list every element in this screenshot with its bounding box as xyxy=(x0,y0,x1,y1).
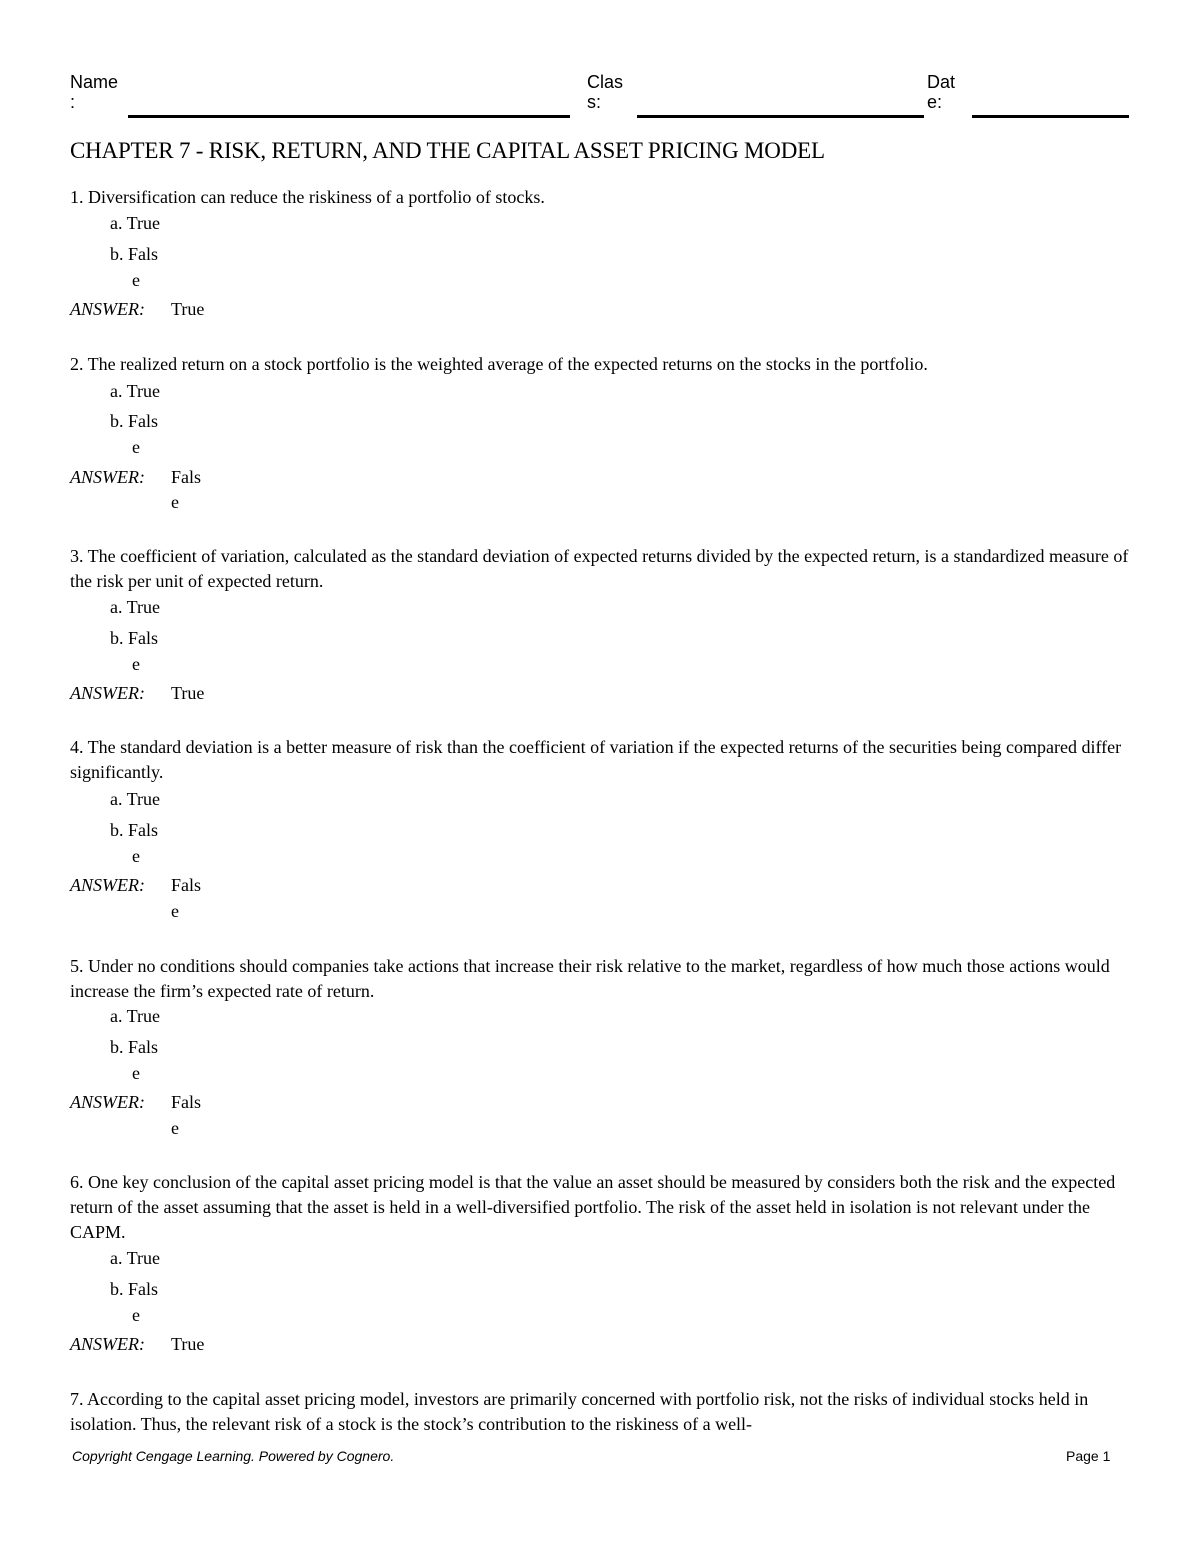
date-label xyxy=(927,72,955,112)
question-6-text: 6. One key conclusion of the capital asset pricing model is that the value an asset should be measured by considers both the risk and the expected return of the asset assuming that the asset is held in a well-diversified portfolio. The risk of the asset held in isolation is not relevant under the CAPM. xyxy=(70,1172,1116,1242)
question-6-option-b-wrap: e xyxy=(132,1305,140,1325)
question-2-answer-label: ANSWER: xyxy=(70,467,145,487)
question-2-option-b-wrap: e xyxy=(132,437,140,457)
question-6-option-b: b. Fals xyxy=(110,1279,159,1299)
question-5-option-a: a. True xyxy=(110,1006,161,1026)
date-label-bottom: e: xyxy=(927,92,943,112)
question-4-option-b: b. Fals xyxy=(110,820,159,840)
question-5-answer: Fals xyxy=(171,1092,202,1112)
question-3-answer-label: ANSWER: xyxy=(70,683,145,703)
question-4-answer-wrap: e xyxy=(171,901,179,921)
question-1-answer: True xyxy=(171,299,205,319)
question-4-answer: Fals xyxy=(171,875,202,895)
chapter-title: CHAPTER 7 - RISK, RETURN, AND THE CAPITAL ASSET PRICING MODEL xyxy=(70,138,825,163)
question-2-answer-wrap: e xyxy=(171,492,179,512)
question-6-option-a: a. True xyxy=(110,1248,161,1268)
question-4-option-a: a. True xyxy=(110,789,161,809)
class-label-bottom: s: xyxy=(587,92,602,112)
name-field-line[interactable] xyxy=(128,115,570,118)
question-3-text: 3. The coefficient of variation, calculated as the standard deviation of expected returns divided by the expected return, is a standardized measure of the risk per unit of expected return. xyxy=(70,546,1129,591)
question-6-answer-label: ANSWER: xyxy=(70,1334,145,1354)
page-number: Page 1 xyxy=(1066,1448,1111,1464)
question-2-answer: Fals xyxy=(171,467,202,487)
question-3-option-b-wrap: e xyxy=(132,654,140,674)
question-2-option-a: a. True xyxy=(110,381,161,401)
question-1-option-b: b. Fals xyxy=(110,244,159,264)
name-label-bottom: : xyxy=(70,92,76,112)
question-1-answer-label: ANSWER: xyxy=(70,299,145,319)
question-5-answer-wrap: e xyxy=(171,1118,179,1138)
question-1-option-a: a. True xyxy=(110,213,161,233)
copyright-footer: Copyright Cengage Learning. Powered by Cognero. xyxy=(72,1448,395,1464)
question-4-text: 4. The standard deviation is a better measure of risk than the coefficient of variation if the expected returns of the securities being compared differ significantly. xyxy=(70,737,1122,782)
question-3-answer: True xyxy=(171,683,205,703)
date-label-top: Dat xyxy=(927,72,956,92)
question-7-text: 7. According to the capital asset pricing model, investors are primarily concerned with portfolio risk, not the risks of individual stocks held in isolation. Thus, the relevant risk of a stock is the stock’s contribution to the riskiness of a well- xyxy=(70,1389,1089,1434)
class-label-top: Clas xyxy=(587,72,624,92)
question-5-text: 5. Under no conditions should companies take actions that increase their risk relative to the market, regardless of how much those actions would increase the firm’s expected rate of return. xyxy=(70,956,1110,1001)
question-5-option-b-wrap: e xyxy=(132,1063,140,1083)
name-label-top: Name xyxy=(70,72,119,92)
question-3-option-a: a. True xyxy=(110,597,161,617)
question-3-option-b: b. Fals xyxy=(110,628,159,648)
name-label xyxy=(70,72,118,112)
question-5-answer-label: ANSWER: xyxy=(70,1092,145,1112)
question-5-option-b: b. Fals xyxy=(110,1037,159,1057)
class-field-line[interactable] xyxy=(637,115,924,118)
question-1-option-b-wrap: e xyxy=(132,270,140,290)
question-6-answer: True xyxy=(171,1334,205,1354)
date-field-line[interactable] xyxy=(972,115,1129,118)
class-label xyxy=(587,72,623,112)
question-2-option-b: b. Fals xyxy=(110,411,159,431)
question-2-text: 2. The realized return on a stock portfolio is the weighted average of the expected returns on the stocks in the portfolio. xyxy=(70,354,928,374)
question-4-answer-label: ANSWER: xyxy=(70,875,145,895)
question-4-option-b-wrap: e xyxy=(132,846,140,866)
question-1-text: 1. Diversification can reduce the riskiness of a portfolio of stocks. xyxy=(70,187,545,207)
